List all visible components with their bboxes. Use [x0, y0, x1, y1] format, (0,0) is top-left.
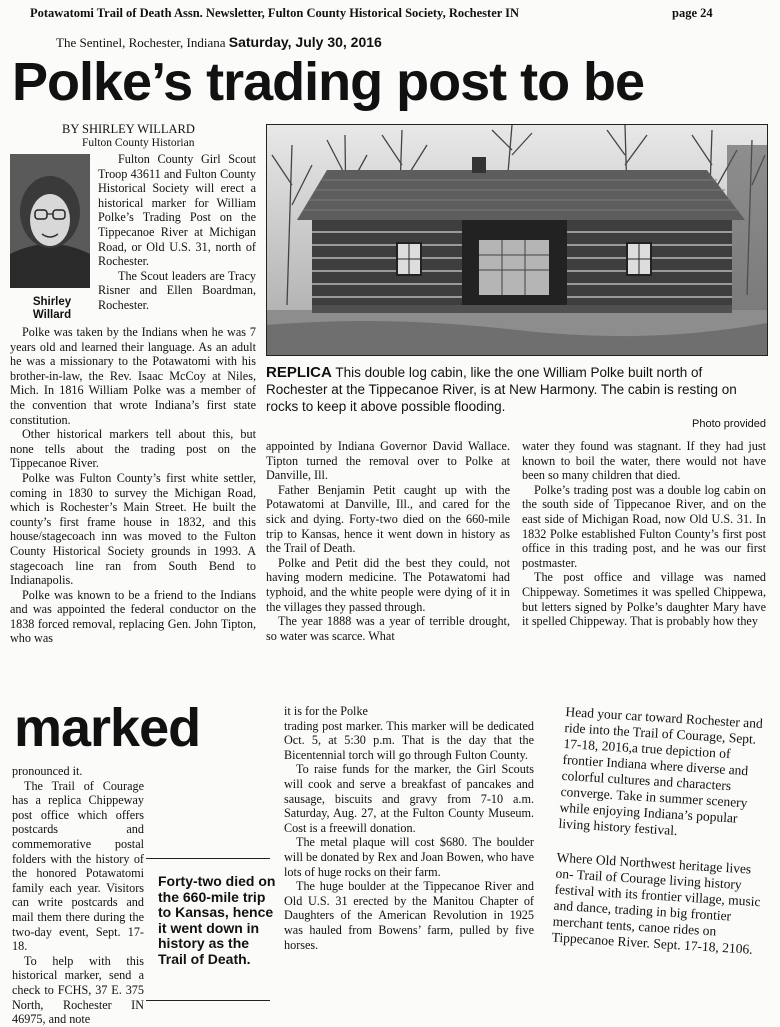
article-col3	[522, 439, 766, 629]
article-paragraph: The metal plaque will cost $680. The boulder will be donated by Rex and Joan Bowen, who have lots of huge rocks on their farm.	[284, 835, 534, 879]
article-paragraph: Polke was taken by the Indians when he was 7 years old and learned their language. As an adult he was a missionary to the Potawatomi with his brother-in-law, the Rev. Isaac McCoy at Niles, Mich. In 1816 William Polke was a member of the convention that wrote Indiana’s first state constitution.	[10, 325, 256, 427]
article-paragraph: The Trail of Courage has a replica Chippeway post office which offers postcards and commemorative postal folders with the history of the honored Potawatomi family each year. Visitors can write postcards and mail them there during the two-day event, Sept. 17-18.	[12, 778, 144, 954]
lower-col2	[284, 704, 534, 952]
article-paragraph: The post office and village was named Chippeway. Sometimes it was spelled Chippewa, but letters signed by Polke’s daughter Mary have it spelled Chippeway. That is probably how they	[522, 570, 766, 629]
dateline	[56, 34, 382, 51]
headline-continuation: marked	[14, 698, 201, 758]
article-col1-top	[98, 152, 256, 313]
article-paragraph: Polke and Petit did the best they could, not having modern medicine. The Potawatomi had typhoid, and the white people were dying of it in the villages they passed through.	[266, 555, 510, 614]
trail-of-courage-ad	[551, 704, 773, 958]
byline: BY SHIRLEY WILLARD	[62, 122, 195, 136]
pull-quote: Forty-two died on the 660-mile trip to Kansas, hence it went down in history as the Trail of Death.	[158, 873, 276, 967]
lower-col1	[12, 764, 144, 1027]
article-paragraph: Polke was known to be a friend to the Indians and was appointed the federal conductor on the 1838 forced removal, replacing Gen. John Tipton, who was	[10, 587, 256, 646]
article-paragraph: appointed by Indiana Governor David Wallace. Tipton turned the removal over to Polke at Danville, Ill.	[266, 439, 510, 483]
article-paragraph: Father Benjamin Petit caught up with the Potawatomi at Danville, Ill., and cared for the sick and dying. Forty-two died on the 660-mile trip to Kansas, hence it went down in history as the Trail of Death.	[266, 482, 510, 556]
article-paragraph: it is for the Polke	[284, 704, 368, 718]
portrait-name-last: Willard	[32, 309, 72, 321]
article-col2	[266, 439, 510, 643]
portrait-name-first: Shirley	[32, 296, 72, 308]
pull-quote-rule-bottom	[146, 1000, 270, 1001]
photo-credit: Photo provided	[692, 418, 766, 430]
portrait-icon	[10, 154, 90, 288]
cabin-photo	[266, 124, 768, 356]
log-cabin-icon	[267, 125, 767, 355]
article-paragraph: Polke was Fulton County’s first white settler, coming in 1830 to survey the Michigan Road, which is Rochester’s Main Street. He built the county’s first frame house in 1832, and this house/stagecoach inn was moved to the Fulton County Historical Society grounds in 1993. A stagecoach line ran from South Bend to Indianapolis.	[10, 470, 256, 588]
article-col1	[10, 325, 256, 646]
ad-paragraph: Head your car toward Rochester and ride into the Trail of Courage, Sept. 17-18, 2016,a true depiction of frontier Indiana where diverse and colorful cultures and characters converge. Take in summer scenery while enjoying Indiana’s popular living history festival.	[558, 704, 764, 839]
article-paragraph: The huge boulder at the Tippecanoe River and Old U.S. 31 erected by the Manitou Chapter of Daughters of the American Revolution in 1925 was hauled from Bowens’ farm, pulled by five horses.	[284, 879, 534, 952]
article-paragraph: Polke’s trading post was a double log cabin on the south side of Tippecanoe River, and on the east side of Michigan Road, now Old U.S. 31. In 1832 Polke established Fulton County’s first post office in this trading post, and he was our first postmaster.	[522, 482, 766, 570]
pull-quote-rule-top	[146, 858, 270, 859]
portrait-name	[22, 296, 82, 322]
headline: Polke’s trading post to be	[12, 52, 645, 112]
page-number: page 24	[672, 6, 713, 20]
article-paragraph: The year 1888 was a year of terrible drought, so water was scarce. What	[266, 614, 510, 643]
photo-caption	[266, 364, 766, 415]
newsletter-header: Potawatomi Trail of Death Assn. Newsletter, Fulton County Historical Society, Rochester IN	[30, 6, 520, 20]
article-paragraph: To raise funds for the marker, the Girl Scouts will cook and serve a breakfast of pancakes and sausage, biscuits and gravy from 7-10 a.m. Saturday, Aug. 27, at the Fulton County Museum. Cost is a freewill donation.	[284, 762, 534, 835]
paper-name: The Sentinel, Rochester, Indiana	[56, 35, 226, 50]
article-paragraph: Other historical markers tell about this, but none tells about the trading post on the Tippecanoe River.	[10, 427, 256, 471]
ad-paragraph: Where Old Northwest heritage lives on- Trail of Courage living history festival with its frontier village, music and dance, trading in big frontier merchant tents, canoe rides on Tippecanoe River. Sept. 17-18, 2106.	[551, 849, 761, 957]
caption-text: This double log cabin, like the one William Polke built north of Rochester at the Tippecanoe River, is at New Harmony. The cabin is resting on rocks to keep it above possible flooding.	[266, 365, 737, 414]
article-paragraph: Fulton County Girl Scout Troop 43611 and Fulton County Historical Society will erect a historical marker for William Polke’s Trading Post on the Tippecanoe River at Michigan Road, or Old U.S. 31, north of Rochester.	[98, 152, 256, 269]
article-paragraph: The Scout leaders are Tracy Risner and Ellen Boardman, Rochester.	[98, 268, 256, 312]
publication-date: Saturday, July 30, 2016	[228, 34, 382, 50]
article-paragraph: pronounced it.	[12, 764, 83, 778]
article-paragraph: To help with this historical marker, send a check to FCHS, 37 E. 375 North, Rochester IN 46975, and note	[12, 953, 144, 1027]
caption-lead: REPLICA	[266, 364, 332, 381]
portrait-photo	[10, 154, 90, 288]
author-title: Fulton County Historian	[82, 137, 195, 149]
article-paragraph: trading post marker. This marker will be dedicated Oct. 5, at 5:30 p.m. That is the day that the Bicentennial torch will go through Fulton County.	[284, 718, 534, 762]
article-paragraph: water they found was stagnant. If they had just known to boil the water, there would not have been so many children that died.	[522, 439, 766, 483]
